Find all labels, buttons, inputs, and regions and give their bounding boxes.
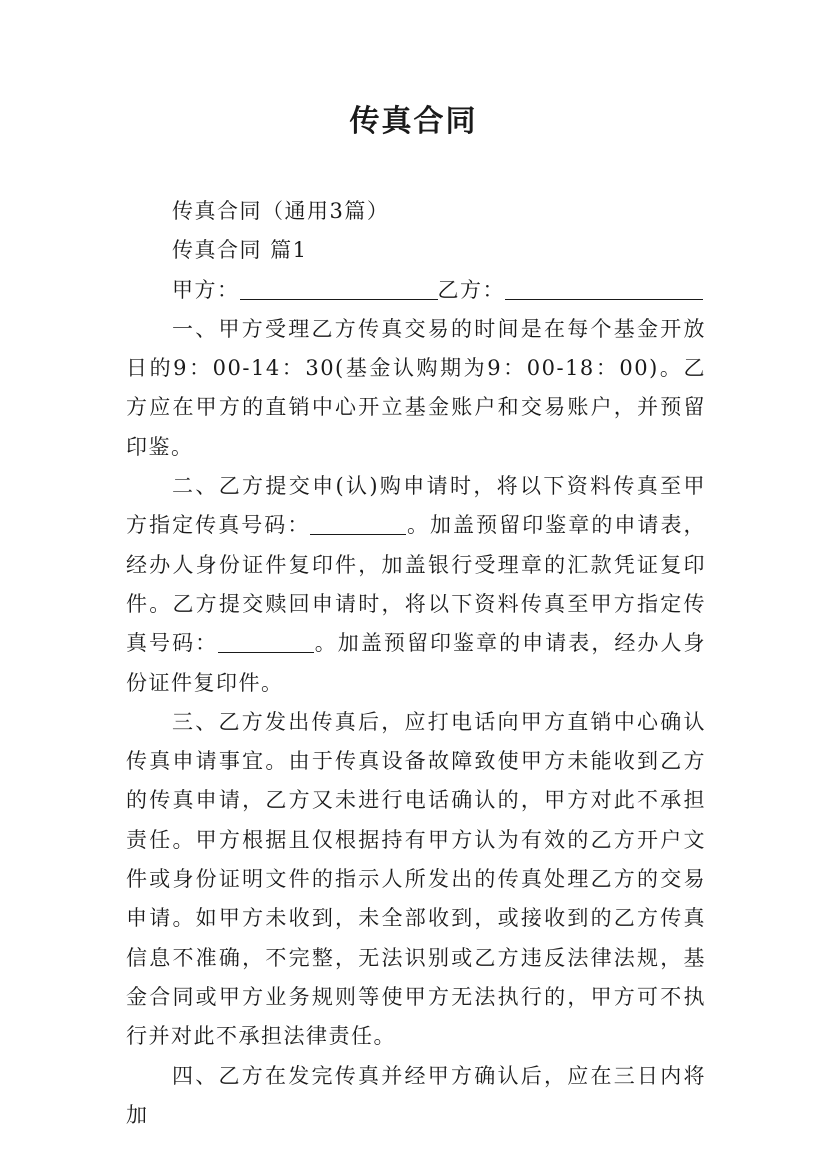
section-heading: 传真合同 篇1 bbox=[172, 238, 308, 263]
clause-2-part-3: 。加盖预留印鉴章的申请表，经办人身份证件复印件。 bbox=[126, 631, 707, 695]
clause-3: 三、乙方发出传真后，应打电话向甲方直销中心确认传真申请事宜。由于传真设备故障致使甲方未能收到乙方的传真申请，乙方又未进行电话确认的，甲方对此不承担责任。甲方根据且仅根据持有甲方认为有效的乙方开户文件或身份证明文件的指示人所发出的传真处理乙方的交易申请。如甲方未收到，未全部收到，或接收到的乙方传真信息不准确，不完整，无法识别或乙方违反法律法规，基金合同或甲方业务规则等使甲方无法执行的，甲方可不执行并对此不承担法律责任。 bbox=[126, 709, 706, 1049]
party-b-blank bbox=[505, 279, 703, 300]
document-title: 传真合同 bbox=[349, 104, 478, 139]
party-a-label: 甲方： bbox=[172, 277, 240, 302]
clause-2-part-1: 二、乙方提交申(认)购申请时，将以下资料传真至甲方指定传真号码： bbox=[126, 474, 706, 538]
document-subtitle: 传真合同（通用3篇） bbox=[172, 199, 390, 223]
document-body bbox=[126, 192, 706, 1135]
clause-2 bbox=[126, 467, 706, 703]
party-b-label: 乙方： bbox=[437, 277, 505, 302]
parties-line bbox=[126, 271, 706, 310]
fax-number-blank-2 bbox=[218, 632, 314, 653]
fax-number-blank-1 bbox=[310, 514, 406, 535]
clause-4: 四、乙方在发完传真并经甲方确认后，应在三日内将加 bbox=[126, 1063, 706, 1127]
clause-2-part-2: 。加盖预留印鉴章的申请表，经办人身份证件复印件，加盖银行受理章的汇款凭证复印件。乙方提交赎回申请时，将以下资料传真至甲方指定传真号码： bbox=[126, 513, 707, 656]
clause-1: 一、甲方受理乙方传真交易的时间是在每个基金开放日的9：00-14：30(基金认购期为9：00-18：00)。乙方应在甲方的直销中心开立基金账户和交易账户，并预留印鉴。 bbox=[126, 316, 706, 459]
party-a-blank bbox=[240, 279, 438, 300]
